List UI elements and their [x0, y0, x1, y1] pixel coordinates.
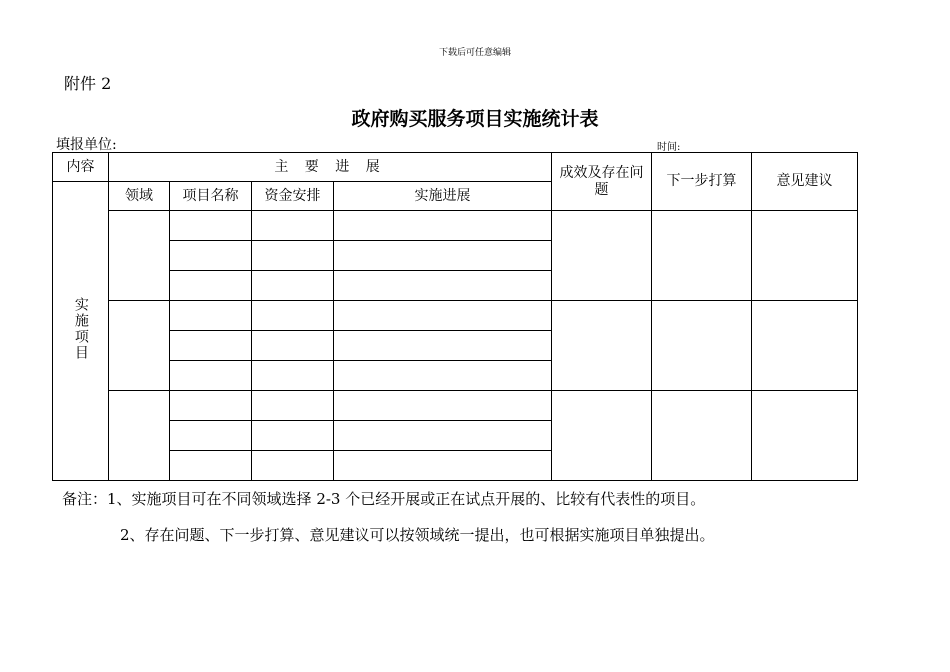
advice-cell[interactable]	[752, 391, 858, 481]
funds-cell[interactable]	[252, 361, 334, 391]
project-name-cell[interactable]	[170, 361, 252, 391]
project-name-cell[interactable]	[170, 211, 252, 241]
effect-cell[interactable]	[552, 301, 652, 391]
field-cell[interactable]	[109, 301, 170, 391]
time-label: 时间:	[657, 142, 681, 153]
effect-cell[interactable]	[552, 391, 652, 481]
subheader-status: 实施进展	[334, 182, 552, 211]
funds-cell[interactable]	[252, 451, 334, 481]
header-effect-issues: 成效及存在问题	[552, 153, 652, 211]
status-cell[interactable]	[334, 361, 552, 391]
project-name-cell[interactable]	[170, 451, 252, 481]
status-cell[interactable]	[334, 211, 552, 241]
field-cell[interactable]	[109, 391, 170, 481]
statistics-table	[52, 152, 858, 481]
field-cell[interactable]	[109, 211, 170, 301]
funds-cell[interactable]	[252, 421, 334, 451]
reporting-unit-label: 填报单位:	[56, 137, 117, 153]
subheader-funds: 资金安排	[252, 182, 334, 211]
header-note: 下载后可任意编辑	[438, 48, 511, 58]
status-cell[interactable]	[334, 241, 552, 271]
next-plan-cell[interactable]	[652, 301, 752, 391]
status-cell[interactable]	[334, 421, 552, 451]
subheader-field: 领域	[109, 182, 170, 211]
subheader-project-name: 项目名称	[170, 182, 252, 211]
page-title: 政府购买服务项目实施统计表	[351, 108, 599, 130]
project-name-cell[interactable]	[170, 331, 252, 361]
header-advice: 意见建议	[752, 153, 858, 211]
status-cell[interactable]	[334, 331, 552, 361]
note-2: 2、存在问题、下一步打算、意见建议可以按领域统一提出，也可根据实施项目单独提出。	[120, 526, 715, 544]
header-content: 内容	[53, 153, 109, 182]
funds-cell[interactable]	[252, 271, 334, 301]
status-cell[interactable]	[334, 271, 552, 301]
next-plan-cell[interactable]	[652, 391, 752, 481]
note-1: 备注：1、实施项目可在不同领域选择 2-3 个已经开展或正在试点开展的、比较有代表性的项目。	[62, 490, 706, 508]
status-cell[interactable]	[334, 301, 552, 331]
status-cell[interactable]	[334, 391, 552, 421]
status-cell[interactable]	[334, 451, 552, 481]
project-name-cell[interactable]	[170, 421, 252, 451]
funds-cell[interactable]	[252, 241, 334, 271]
project-name-cell[interactable]	[170, 301, 252, 331]
funds-cell[interactable]	[252, 211, 334, 241]
header-next-plan: 下一步打算	[652, 153, 752, 211]
advice-cell[interactable]	[752, 211, 858, 301]
funds-cell[interactable]	[252, 391, 334, 421]
project-name-cell[interactable]	[170, 241, 252, 271]
funds-cell[interactable]	[252, 331, 334, 361]
next-plan-cell[interactable]	[652, 211, 752, 301]
project-name-cell[interactable]	[170, 271, 252, 301]
row-label-projects: 实施项目	[53, 182, 109, 481]
header-main-progress: 主 要 进 展	[109, 153, 552, 182]
funds-cell[interactable]	[252, 301, 334, 331]
effect-cell[interactable]	[552, 211, 652, 301]
advice-cell[interactable]	[752, 301, 858, 391]
project-name-cell[interactable]	[170, 391, 252, 421]
attachment-label: 附件 2	[64, 74, 112, 93]
